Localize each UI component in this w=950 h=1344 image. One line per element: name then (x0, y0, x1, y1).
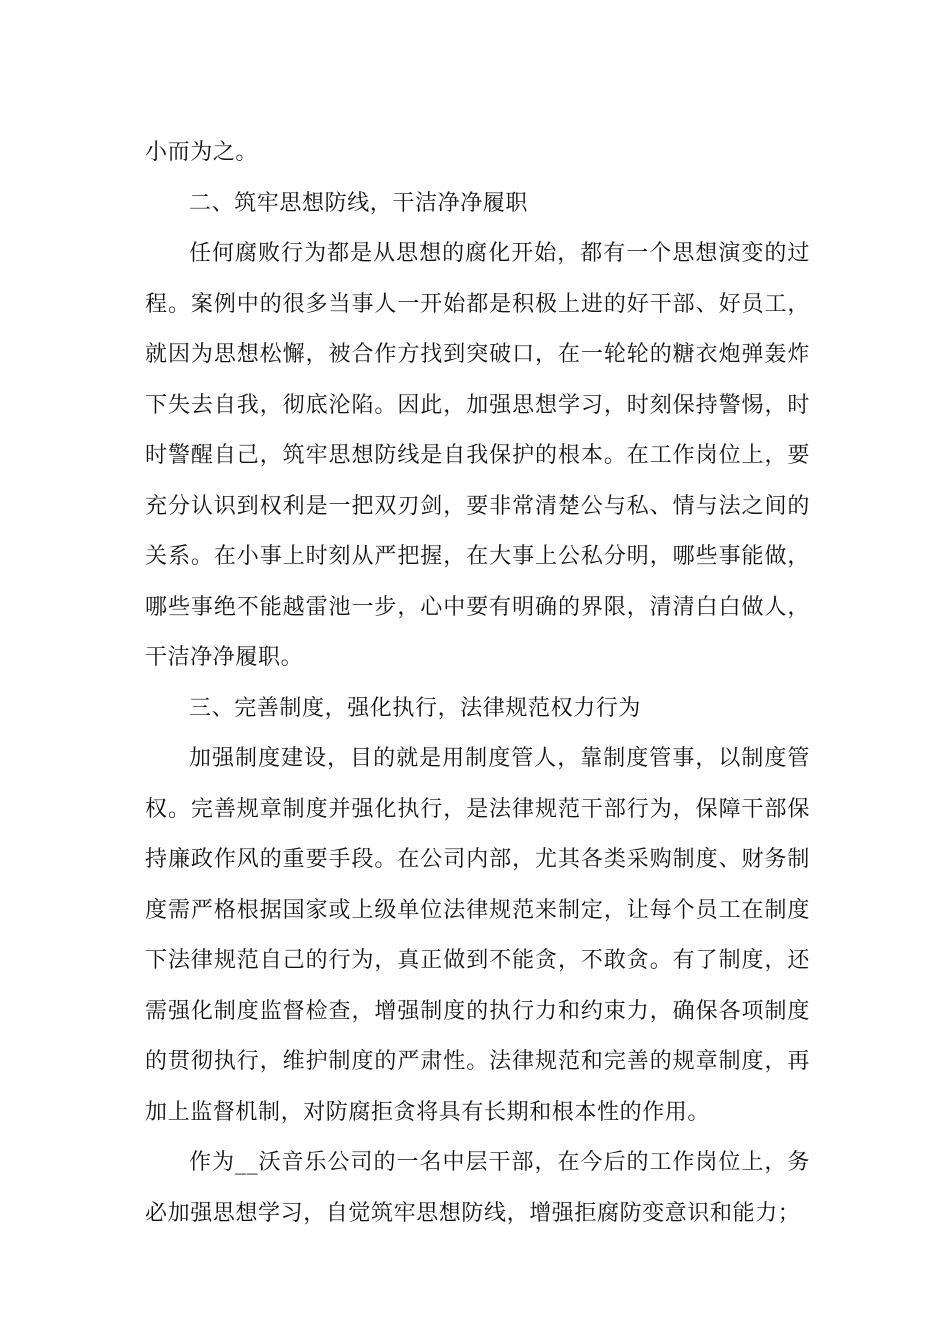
section-heading-3: 三、完善制度，强化执行，法律规范权力行为 (189, 695, 642, 721)
paragraph-personal-commitment: 作为__沃音乐公司的一名中层干部，在今后的工作岗位上，务必加强思想学习，自觉筑牢思想防线，增强拒腐防变意识和能力； (145, 1150, 810, 1226)
paragraph-continuation: 小而为之。 (145, 140, 259, 165)
section-heading-2: 二、筑牢思想防线，干洁净净履职 (189, 190, 529, 216)
document-body (145, 128, 810, 1239)
paragraph-ideological-defense: 任何腐败行为都是从思想的腐化开始，都有一个思想演变的过程。案例中的很多当事人一开始都是积极上进的好干部、好员工，就因为思想松懈，被合作方找到突破口，在一轮轮的糖衣炮弹轰炸下失去自我，彻底沦陷。因此，加强思想学习，时刻保持警惕，时时警醒自己，筑牢思想防线是自我保护的根本。在工作岗位上，要充分认识到权利是一把双刃剑，要非常清楚公与私、情与法之间的关系。在小事上时刻从严把握，在大事上公私分明，哪些事能做，哪些事绝不能越雷池一步，心中要有明确的界限，清清白白做人，干洁净净履职。 (145, 241, 810, 670)
paragraph-system-building: 加强制度建设，目的就是用制度管人，靠制度管事，以制度管权。完善规章制度并强化执行，是法律规范干部行为，保障干部保持廉政作风的重要手段。在公司内部，尤其各类采购制度、财务制度需严格根据国家或上级单位法律规范来制定，让每个员工在制度下法律规范自己的行为，真正做到不能贪，不敢贪。有了制度，还需强化制度监督检查，增强制度的执行力和约束力，确保各项制度的贯彻执行，维护制度的严肃性。法律规范和完善的规章制度，再加上监督机制，对防腐拒贪将具有长期和根本性的作用。 (145, 746, 810, 1125)
